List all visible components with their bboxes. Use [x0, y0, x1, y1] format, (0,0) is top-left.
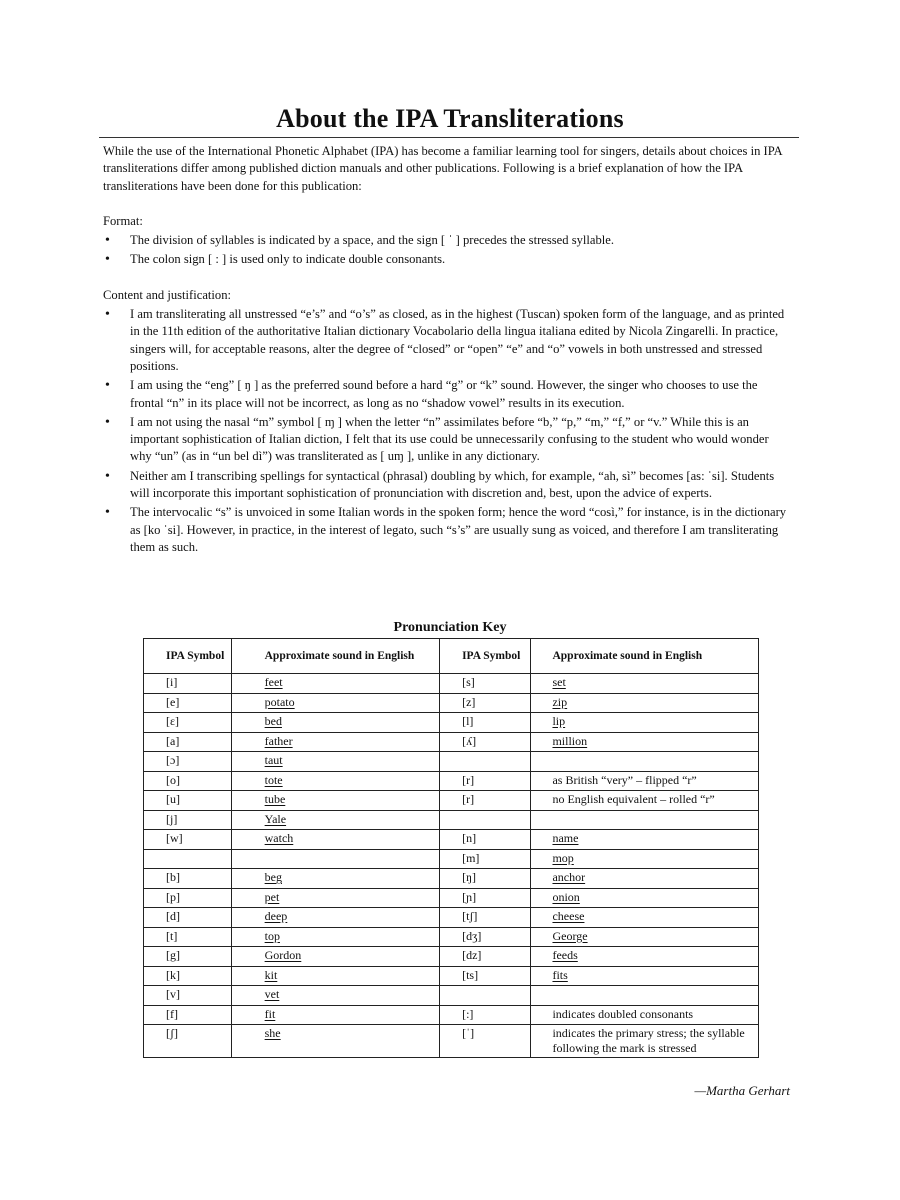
ipa-symbol-cell [440, 713, 531, 733]
sound-example: kit [264, 967, 278, 982]
ipa-symbol: [r] [462, 792, 475, 806]
sound-cell [231, 771, 439, 791]
ipa-symbol-cell [440, 693, 531, 713]
sound-cell [231, 791, 439, 811]
ipa-symbol-cell [144, 1005, 232, 1025]
sound-cell [231, 947, 439, 967]
ipa-symbol-cell [440, 1005, 531, 1025]
table-row [144, 947, 759, 967]
sound-example: she [264, 1026, 281, 1040]
sound-example: feet [264, 675, 283, 689]
sound-example: pet [264, 889, 280, 904]
ipa-symbol: [f] [166, 1006, 178, 1021]
sound-cell [231, 869, 439, 889]
sound-example: Gordon [264, 948, 302, 962]
table-row [144, 732, 759, 752]
ipa-symbol: [r] [462, 772, 475, 787]
sound-example: feeds [552, 948, 578, 962]
ipa-symbol-cell [440, 927, 531, 947]
sound-cell [531, 947, 759, 967]
ipa-symbol-cell [440, 810, 531, 830]
sound-cell [531, 810, 759, 830]
ipa-symbol: [ʎ] [462, 733, 477, 748]
list-item: • The colon sign [ : ] is used only to indicate double consonants. [103, 251, 793, 268]
sound-example: George [552, 928, 588, 943]
ipa-symbol: [g] [166, 948, 180, 962]
ipa-symbol-cell [144, 752, 232, 772]
pronunciation-key-table [143, 638, 759, 1058]
sound-cell [231, 927, 439, 947]
sound-example: watch [264, 831, 294, 845]
ipa-symbol-cell [440, 732, 531, 752]
sound-example: anchor [552, 870, 586, 884]
format-heading: Format: [103, 213, 143, 228]
sound-cell [531, 830, 759, 850]
intro-paragraph: While the use of the International Phonetic Alphabet (IPA) has become a familiar learning tool for singers, details about choices in IPA transliterations differ among published diction manuals and other publications. Following is a brief explanation of how the IPA transliterations have been done for this publication: [103, 144, 782, 193]
list-item: • I am using the “eng” [ ŋ ] as the preferred sound before a hard “g” or “k” sound. However, the singer who chooses to use the frontal “n” in its place will not be incorrect, as long as no “shadow vowel” results in its execution. [103, 377, 793, 412]
table-row [144, 791, 759, 811]
sound-cell [531, 732, 759, 752]
ipa-symbol: [ɲ] [462, 889, 477, 904]
content-heading: Content and justification: [103, 287, 232, 302]
ipa-symbol: [t] [166, 928, 178, 943]
sound-example: set [552, 675, 566, 689]
ipa-symbol-cell [440, 908, 531, 928]
ipa-symbol: [p] [166, 889, 180, 904]
ipa-symbol: [ŋ] [462, 870, 477, 884]
list-item: • The division of syllables is indicated by a space, and the sign [ ˈ ] precedes the stressed syllable. [103, 232, 793, 249]
ipa-symbol-cell [144, 849, 232, 869]
sound-cell [531, 771, 759, 791]
ipa-symbol: [d] [166, 909, 180, 923]
sound-example: million [552, 733, 588, 748]
list-item: • Neither am I transcribing spellings for syntactical (phrasal) doubling by which, for example, “ah, sì” becomes [as: ˈsi]. Students will incorporate this important sophistication of pronunciation with discretion and, best, upon the advice of experts. [103, 468, 793, 503]
table-row [144, 966, 759, 986]
ipa-symbol-cell [144, 732, 232, 752]
sound-cell [231, 1025, 439, 1058]
sound-example: mop [552, 850, 574, 865]
ipa-symbol: [b] [166, 870, 180, 884]
ipa-symbol: [dz] [462, 948, 482, 962]
ipa-symbol-cell [440, 849, 531, 869]
ipa-symbol: [ɛ] [166, 714, 180, 728]
ipa-symbol-cell [144, 869, 232, 889]
ipa-symbol-cell [144, 908, 232, 928]
ipa-symbol-cell [144, 947, 232, 967]
ipa-symbol-cell [144, 888, 232, 908]
ipa-symbol: [ʃ] [166, 1026, 178, 1040]
table-row [144, 693, 759, 713]
ipa-symbol-cell [440, 888, 531, 908]
sound-example: taut [264, 753, 283, 767]
sound-cell [231, 966, 439, 986]
sound-cell [231, 908, 439, 928]
table-row [144, 752, 759, 772]
sound-example: bed [264, 714, 282, 728]
sound-example: no English equivalent – rolled “r” [552, 792, 715, 806]
ipa-symbol-cell [144, 830, 232, 850]
table-row [144, 713, 759, 733]
ipa-symbol-cell [440, 947, 531, 967]
ipa-symbol: [o] [166, 772, 180, 787]
sound-example: name [552, 831, 579, 845]
table-row [144, 674, 759, 694]
ipa-symbol: [z] [462, 694, 476, 709]
sound-example: vet [264, 987, 280, 1001]
list-item: • I am not using the nasal “m” symbol [ ɱ ] when the letter “n” assimilates before “b,” “p,” “m,” “f,” or “v.” While this is an important sophistication of Italian diction, I felt that its use could be unnecessarily confusing to the student who would wonder why “un” (as in “un bel dì”) was transliterated as [ uɱ ], unlike in any dictionary. [103, 414, 793, 466]
sound-cell [231, 986, 439, 1006]
sound-example: top [264, 928, 280, 943]
sound-example: indicates the primary stress; the syllable following the mark is stressed [552, 1026, 745, 1055]
sound-example: father [264, 733, 293, 748]
sound-cell [231, 732, 439, 752]
sound-cell [531, 966, 759, 986]
sound-cell [531, 693, 759, 713]
sound-example: potato [264, 694, 295, 709]
ipa-symbol-cell [440, 771, 531, 791]
ipa-symbol: [dʒ] [462, 928, 482, 943]
ipa-symbol: [v] [166, 987, 180, 1001]
ipa-symbol-cell [440, 752, 531, 772]
table-row [144, 927, 759, 947]
sound-example: cheese [552, 909, 585, 923]
sound-example: tote [264, 772, 283, 787]
sound-cell [231, 830, 439, 850]
ipa-symbol: [:] [462, 1006, 474, 1021]
sound-example: lip [552, 714, 566, 728]
table-row [144, 849, 759, 869]
sound-example: onion [552, 889, 580, 904]
sound-cell [531, 1005, 759, 1025]
sound-example: indicates doubled consonants [552, 1006, 694, 1021]
sound-example: beg [264, 870, 282, 884]
list-item: • I am transliterating all unstressed “e’s” and “o’s” as closed, as in the highest (Tuscan) spoken form of the language, and as printed in the 11th edition of the authoritative Italian dictionary Vocabolario della lingua italiana edited by Nicola Zingarelli. In practice, singers will, for acceptable reasons, alter the degree of “closed” or “open” “e” and “o” vowels in both unstressed and stressed positions. [103, 306, 793, 375]
sound-cell [531, 791, 759, 811]
ipa-symbol-cell [144, 810, 232, 830]
ipa-symbol: [tʃ] [462, 909, 478, 923]
sound-cell [231, 1005, 439, 1025]
ipa-symbol-cell [440, 869, 531, 889]
sound-example: fits [552, 967, 568, 982]
ipa-symbol: [ts] [462, 967, 479, 982]
sound-cell [531, 1025, 759, 1058]
sound-cell [531, 986, 759, 1006]
sound-example: fit [264, 1006, 276, 1021]
sound-cell [531, 908, 759, 928]
column-header: Approximate sound in English [531, 639, 759, 674]
ipa-symbol: [ɔ] [166, 753, 180, 767]
content-list [103, 306, 793, 556]
ipa-symbol: [k] [166, 967, 180, 982]
list-item: • The intervocalic “s” is unvoiced in some Italian words in the spoken form; hence the word “così,” for instance, is in the dictionary as [ko ˈsi]. However, in practice, in the interest of legato, such “s’s” are usually sung as voiced, and therefore I am transliterating them as such. [103, 504, 793, 556]
ipa-symbol: [w] [166, 831, 183, 845]
table-row [144, 986, 759, 1006]
sound-cell [231, 888, 439, 908]
sound-cell [231, 674, 439, 694]
ipa-symbol: [n] [462, 831, 477, 845]
column-header: Approximate sound in English [231, 639, 439, 674]
column-header: IPA Symbol [440, 639, 531, 674]
pronunciation-key-title: Pronunciation Key [393, 620, 507, 635]
sound-cell [531, 752, 759, 772]
ipa-symbol-cell [144, 1025, 232, 1058]
sound-example: Yale [264, 811, 287, 826]
ipa-symbol-cell [144, 674, 232, 694]
ipa-symbol-cell [144, 771, 232, 791]
title-rule [99, 137, 799, 138]
table-row [144, 869, 759, 889]
page-title: About the IPA Transliterations [276, 104, 624, 133]
format-list [103, 232, 793, 269]
ipa-symbol: [i] [166, 675, 178, 689]
ipa-symbol-cell [440, 1025, 531, 1058]
sound-cell [531, 849, 759, 869]
sound-cell [231, 693, 439, 713]
ipa-symbol-cell [144, 927, 232, 947]
ipa-symbol: [a] [166, 733, 180, 748]
sound-cell [531, 927, 759, 947]
ipa-symbol-cell [440, 674, 531, 694]
table-row [144, 908, 759, 928]
ipa-symbol-cell [440, 986, 531, 1006]
ipa-symbol: [l] [462, 714, 474, 728]
sound-example: deep [264, 909, 288, 923]
column-header: IPA Symbol [144, 639, 232, 674]
ipa-symbol: [ˈ] [462, 1026, 475, 1040]
sound-cell [531, 869, 759, 889]
ipa-symbol-cell [440, 791, 531, 811]
ipa-symbol-cell [144, 966, 232, 986]
sound-cell [231, 810, 439, 830]
ipa-symbol-cell [440, 830, 531, 850]
table-row [144, 771, 759, 791]
table-row [144, 888, 759, 908]
sound-example: tube [264, 792, 286, 806]
table-row [144, 830, 759, 850]
table-row [144, 1005, 759, 1025]
ipa-symbol-cell [144, 986, 232, 1006]
ipa-symbol: [e] [166, 694, 180, 709]
ipa-symbol-cell [144, 713, 232, 733]
ipa-symbol: [m] [462, 850, 480, 865]
ipa-symbol-cell [440, 966, 531, 986]
signature: —Martha Gerhart [694, 1083, 790, 1098]
table-header-row [144, 639, 759, 674]
sound-cell [531, 674, 759, 694]
body-text [103, 143, 793, 558]
sound-example: zip [552, 694, 568, 709]
table-body [144, 674, 759, 1058]
sound-cell [231, 713, 439, 733]
table-row [144, 1025, 759, 1058]
ipa-symbol: [j] [166, 811, 178, 826]
sound-cell [231, 752, 439, 772]
sound-cell [531, 888, 759, 908]
sound-example: as British “very” – flipped “r” [552, 772, 697, 787]
sound-cell [231, 849, 439, 869]
ipa-symbol-cell [144, 693, 232, 713]
sound-cell [531, 713, 759, 733]
ipa-symbol: [s] [462, 675, 475, 689]
ipa-symbol: [u] [166, 792, 180, 806]
ipa-symbol-cell [144, 791, 232, 811]
table-row [144, 810, 759, 830]
